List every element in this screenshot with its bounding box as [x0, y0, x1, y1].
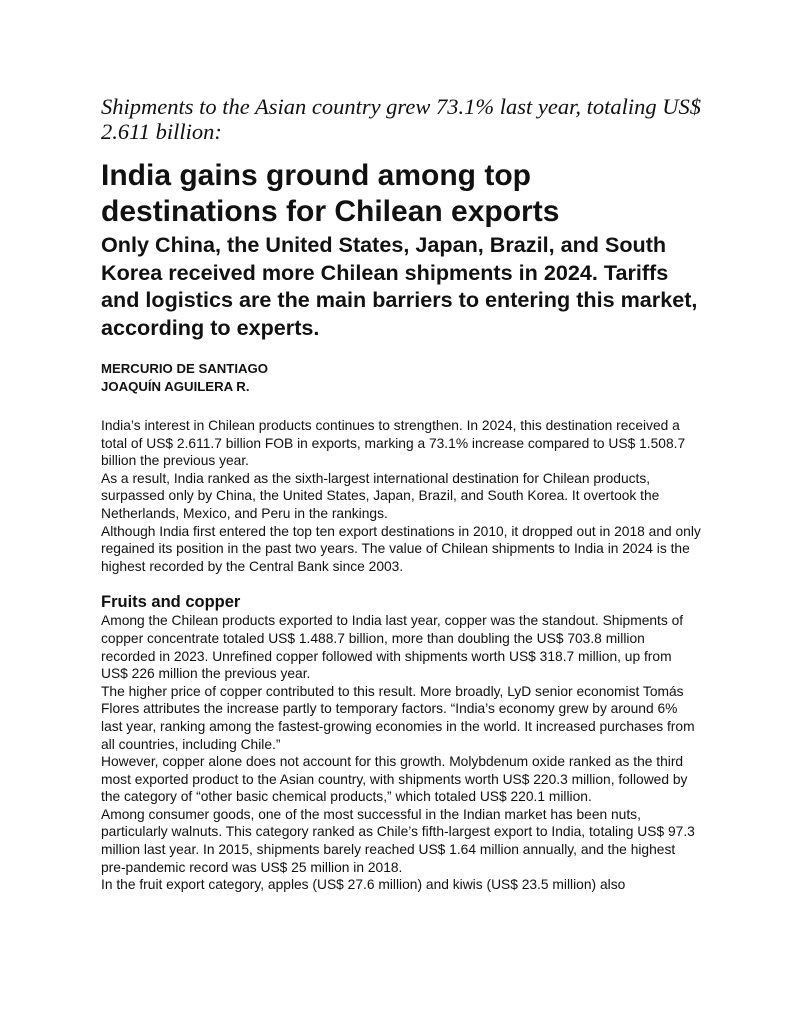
body-paragraph: As a result, India ranked as the sixth-largest international destination for Chilean products, surpassed only by China, the United States, Japan, Brazil, and South Korea. It overtook the Netherlands, Mexico, and Peru in the rankings.: [101, 470, 660, 521]
byline-publication: MERCURIO DE SANTIAGO: [101, 361, 269, 376]
article-subheadline: Only China, the United States, Japan, Brazil, and South Korea received more Chilean shipments in 2024. Tariffs and logistics are the main barriers to entering this market, according to experts.: [101, 232, 698, 340]
body-paragraph: Among the Chilean products exported to India last year, copper was the standout. Shipments of copper concentrate totaled US$ 1.488.7 billion, more than doubling the US$ 703.8 million recorded in 2023. Unrefined copper followed with shipments worth US$ 318.7 million, up from US$ 226 million the previous year.: [101, 613, 684, 682]
intro-body: [101, 417, 701, 575]
article-kicker: Shipments to the Asian country grew 73.1% last year, totaling US$ 2.611 billion:: [101, 94, 701, 144]
body-paragraph: Although India first entered the top ten export destinations in 2010, it dropped out in 2018 and only regained its position in the past two years. The value of Chilean shipments to India in 2024 is the highest recorded by the Central Bank since 2003.: [101, 523, 701, 574]
article: [101, 94, 701, 894]
body-paragraph: However, copper alone does not account for this growth. Molybdenum oxide ranked as the third most exported product to the Asian country, with shipments worth US$ 220.3 million, followed by the category of “other basic chemical products,” which totaled US$ 220.1 million.: [101, 754, 688, 805]
body-paragraph: The higher price of copper contributed to this result. More broadly, LyD senior economist Tomás Flores attributes the increase partly to temporary factors. “India’s economy grew by around 6% last year, ranking among the fastest-growing economies in the world. It increased purchases from all countries, including Chile.”: [101, 683, 695, 752]
section-body: [101, 612, 701, 894]
section-title: Fruits and copper: [101, 593, 241, 612]
article-headline: India gains ground among top destinations for Chilean exports: [101, 159, 560, 228]
byline: [101, 360, 701, 396]
body-paragraph: Among consumer goods, one of the most successful in the Indian market has been nuts, particularly walnuts. This category ranked as Chile’s fifth-largest export to India, totaling US$ 97.3 million last year. In 2015, shipments barely reached US$ 1.64 million annually, and the highest pre-pandemic record was US$ 25 million in 2018.: [101, 806, 695, 875]
body-paragraph: India’s interest in Chilean products continues to strengthen. In 2024, this destination received a total of US$ 2.611.7 billion FOB in exports, marking a 73.1% increase compared to US$ 1.508.7 billion the previous year.: [101, 418, 686, 469]
body-paragraph: In the fruit export category, apples (US$ 27.6 million) and kiwis (US$ 23.5 million) also: [101, 877, 626, 893]
byline-author: JOAQUÍN AGUILERA R.: [101, 379, 250, 394]
